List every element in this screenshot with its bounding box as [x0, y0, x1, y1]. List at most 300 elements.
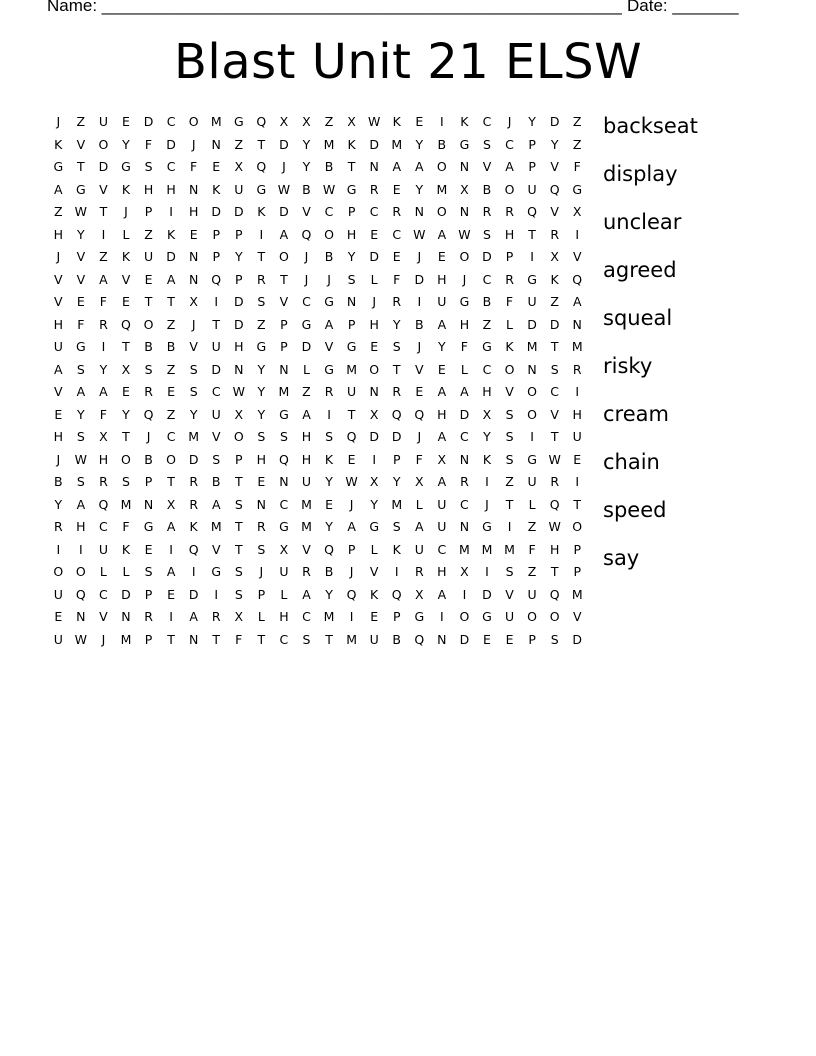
- grid-letter: U: [437, 496, 447, 512]
- grid-letter: K: [505, 339, 514, 354]
- grid-letter: T: [167, 474, 175, 489]
- grid-letter: A: [99, 271, 108, 287]
- grid-letter: H: [256, 451, 267, 467]
- grid-letter: I: [372, 451, 376, 467]
- grid-letter: Q: [98, 496, 109, 512]
- grid-letter: O: [369, 361, 380, 377]
- word-list-item: speed: [603, 498, 667, 522]
- word-list-item: backseat: [603, 114, 698, 138]
- grid-letter: A: [437, 429, 447, 444]
- grid-letter: K: [121, 541, 131, 557]
- grid-letter: L: [122, 226, 130, 242]
- grid-letter: N: [459, 451, 470, 467]
- grid-letter: Q: [188, 541, 199, 557]
- grid-letter: J: [146, 429, 151, 444]
- grid-letter: V: [572, 249, 582, 264]
- grid-letter: V: [54, 294, 63, 309]
- grid-letter: Z: [76, 114, 86, 129]
- grid-letter: R: [550, 474, 559, 489]
- grid-letter: Y: [77, 226, 85, 242]
- grid-letter: M: [301, 519, 312, 534]
- grid-letter: V: [482, 159, 492, 174]
- grid-letter: V: [54, 271, 63, 287]
- grid-letter: Y: [392, 316, 401, 332]
- grid-letter: A: [302, 406, 311, 422]
- grid-letter: H: [53, 429, 63, 444]
- grid-letter: R: [460, 474, 469, 489]
- grid-letter: B: [144, 451, 153, 467]
- grid-letter: J: [485, 496, 489, 512]
- grid-letter: G: [143, 519, 154, 534]
- grid-letter: O: [527, 384, 538, 399]
- grid-letter: C: [302, 294, 311, 309]
- grid-letter: E: [392, 249, 401, 264]
- grid-letter: M: [571, 586, 583, 602]
- grid-letter: C: [482, 361, 492, 377]
- grid-letter: Y: [234, 249, 243, 264]
- grid-letter: I: [507, 519, 512, 534]
- grid-letter: I: [214, 294, 219, 309]
- grid-letter: S: [257, 294, 266, 309]
- grid-letter: S: [505, 451, 514, 467]
- grid-letter: Z: [166, 316, 176, 332]
- grid-letter: U: [53, 586, 63, 602]
- grid-letter: O: [121, 451, 131, 467]
- grid-letter: C: [324, 204, 334, 219]
- grid-letter: P: [573, 541, 581, 557]
- grid-letter: C: [505, 136, 514, 152]
- grid-letter: N: [572, 316, 582, 332]
- grid-letter: V: [302, 541, 311, 557]
- grid-letter: Z: [166, 406, 176, 422]
- grid-letter: B: [166, 339, 176, 354]
- grid-letter: C: [482, 271, 492, 287]
- grid-letter: S: [483, 226, 491, 242]
- grid-letter: E: [54, 609, 63, 624]
- grid-letter: J: [507, 114, 512, 129]
- grid-letter: K: [121, 181, 131, 197]
- grid-letter: T: [392, 361, 401, 377]
- grid-letter: E: [370, 609, 379, 624]
- grid-letter: P: [144, 474, 153, 489]
- grid-letter: C: [392, 226, 402, 242]
- word-search-grid: [47, 111, 589, 651]
- grid-letter: H: [279, 609, 289, 624]
- grid-letter: M: [391, 136, 403, 152]
- grid-letter: Q: [549, 586, 560, 602]
- grid-letter: C: [369, 204, 379, 219]
- grid-letter: B: [211, 474, 221, 489]
- grid-letter: R: [189, 496, 198, 512]
- grid-letter: K: [370, 586, 379, 602]
- grid-letter: Y: [77, 406, 85, 422]
- grid-letter: I: [575, 474, 580, 489]
- grid-letter: C: [437, 541, 447, 557]
- grid-letter: K: [257, 204, 266, 219]
- grid-letter: R: [505, 204, 514, 219]
- grid-letter: M: [346, 361, 357, 377]
- grid-letter: U: [504, 609, 515, 624]
- grid-letter: Q: [391, 586, 402, 602]
- grid-letter: N: [279, 361, 289, 377]
- grid-letter: R: [505, 271, 514, 287]
- grid-letter: Z: [505, 474, 514, 489]
- grid-letter: Z: [257, 316, 266, 332]
- grid-letter: T: [325, 631, 333, 647]
- grid-letter: G: [346, 181, 357, 197]
- grid-letter: P: [528, 159, 536, 174]
- grid-letter: Y: [483, 429, 491, 444]
- grid-letter: N: [188, 631, 199, 647]
- grid-letter: A: [347, 519, 356, 534]
- grid-letter: Q: [256, 159, 267, 174]
- grid-letter: M: [120, 496, 132, 512]
- grid-letter: Q: [414, 406, 425, 422]
- grid-letter: L: [302, 361, 310, 377]
- grid-letter: P: [505, 249, 514, 264]
- grid-letter: A: [324, 316, 334, 332]
- grid-letter: G: [256, 339, 267, 354]
- grid-letter: Z: [527, 564, 537, 579]
- grid-letter: H: [301, 451, 312, 467]
- name-field[interactable]: Name: _______________________________________________________: [47, 0, 622, 15]
- grid-letter: R: [144, 384, 153, 399]
- grid-letter: X: [279, 541, 289, 557]
- grid-letter: A: [279, 226, 289, 242]
- grid-letter: X: [234, 406, 244, 422]
- grid-letter: D: [549, 316, 560, 332]
- grid-letter: V: [189, 339, 198, 354]
- grid-letter: O: [527, 406, 538, 422]
- grid-letter: J: [124, 204, 128, 219]
- grid-letter: O: [166, 451, 177, 467]
- grid-letter: U: [527, 586, 537, 602]
- grid-letter: G: [301, 316, 312, 332]
- grid-letter: D: [527, 316, 537, 332]
- grid-letter: Q: [211, 271, 222, 287]
- grid-letter: P: [280, 316, 288, 332]
- grid-letter: N: [346, 294, 357, 309]
- grid-letter: T: [144, 294, 153, 309]
- grid-letter: V: [76, 249, 86, 264]
- grid-letter: R: [392, 204, 402, 219]
- grid-letter: E: [415, 384, 424, 399]
- grid-letter: D: [572, 631, 583, 647]
- grid-letter: A: [505, 159, 514, 174]
- grid-letter: V: [99, 609, 108, 624]
- grid-letter: I: [101, 339, 106, 354]
- grid-letter: A: [392, 159, 401, 174]
- grid-letter: Y: [370, 496, 378, 512]
- grid-letter: I: [440, 114, 444, 129]
- grid-letter: I: [440, 609, 444, 624]
- grid-letter: H: [76, 519, 86, 534]
- grid-letter: Q: [549, 181, 560, 197]
- grid-letter: E: [437, 361, 446, 377]
- grid-letter: A: [415, 159, 424, 174]
- grid-letter: H: [98, 451, 109, 467]
- grid-letter: P: [235, 271, 243, 287]
- grid-letter: W: [74, 631, 88, 647]
- grid-letter: D: [279, 204, 289, 219]
- grid-letter: X: [460, 181, 469, 197]
- grid-letter: H: [549, 541, 560, 557]
- grid-letter: W: [458, 226, 471, 242]
- grid-letter: S: [234, 496, 243, 512]
- grid-letter: Q: [256, 114, 267, 129]
- grid-letter: R: [144, 609, 153, 624]
- grid-letter: G: [76, 181, 86, 197]
- grid-letter: P: [347, 204, 356, 219]
- grid-letter: O: [188, 114, 199, 129]
- grid-letter: T: [257, 249, 266, 264]
- grid-letter: V: [76, 136, 86, 152]
- grid-letter: C: [166, 114, 176, 129]
- grid-letter: Y: [392, 474, 401, 489]
- grid-letter: D: [369, 429, 379, 444]
- grid-letter: P: [235, 226, 243, 242]
- grid-letter: M: [504, 541, 515, 557]
- grid-letter: G: [233, 114, 244, 129]
- grid-letter: T: [99, 204, 108, 219]
- grid-letter: U: [53, 631, 63, 647]
- grid-letter: E: [122, 294, 130, 309]
- grid-letter: B: [392, 631, 401, 647]
- grid-letter: T: [573, 496, 582, 512]
- grid-letter: R: [53, 519, 63, 534]
- grid-letter: V: [505, 586, 514, 602]
- grid-letter: O: [233, 429, 244, 444]
- grid-letter: A: [437, 474, 447, 489]
- grid-letter: R: [550, 226, 559, 242]
- grid-letter: M: [346, 631, 357, 647]
- grid-letter: W: [74, 451, 88, 467]
- grid-letter: M: [188, 429, 200, 444]
- grid-letter: X: [550, 249, 559, 264]
- grid-letter: L: [99, 564, 107, 579]
- grid-letter: L: [506, 316, 514, 332]
- grid-letter: W: [74, 204, 88, 219]
- grid-letter: G: [121, 159, 131, 174]
- grid-letter: H: [437, 564, 447, 579]
- grid-letter: U: [527, 181, 537, 197]
- grid-letter: C: [166, 159, 176, 174]
- grid-letter: Q: [549, 496, 560, 512]
- grid-letter: F: [505, 294, 514, 309]
- grid-letter: E: [144, 541, 153, 557]
- word-list-item: squeal: [603, 306, 673, 330]
- grid-letter: V: [550, 406, 559, 422]
- grid-letter: Q: [121, 316, 131, 332]
- grid-letter: C: [279, 496, 289, 512]
- grid-letter: A: [166, 519, 176, 534]
- grid-letter: A: [211, 496, 221, 512]
- grid-letter: T: [550, 564, 559, 579]
- grid-letter: X: [460, 564, 469, 579]
- grid-letter: H: [369, 316, 379, 332]
- grid-letter: X: [234, 159, 244, 174]
- grid-letter: I: [394, 564, 399, 579]
- grid-letter: U: [572, 429, 582, 444]
- grid-letter: D: [369, 249, 379, 264]
- grid-letter: T: [167, 294, 175, 309]
- date-field[interactable]: Date: _______: [627, 0, 739, 15]
- grid-letter: I: [485, 564, 489, 579]
- grid-letter: C: [279, 631, 289, 647]
- grid-letter: O: [98, 136, 109, 152]
- word-list: [603, 112, 698, 592]
- grid-letter: K: [166, 226, 176, 242]
- word-list-item: cream: [603, 402, 669, 426]
- grid-letter: F: [573, 159, 581, 174]
- grid-letter: U: [98, 541, 108, 557]
- grid-letter: V: [550, 204, 559, 219]
- word-list-item: agreed: [603, 258, 677, 282]
- grid-letter: O: [459, 249, 470, 264]
- grid-letter: K: [550, 271, 559, 287]
- grid-letter: E: [573, 451, 582, 467]
- grid-letter: H: [459, 316, 470, 332]
- grid-letter: O: [436, 159, 447, 174]
- grid-letter: K: [121, 249, 131, 264]
- grid-letter: S: [144, 564, 153, 579]
- grid-letter: Y: [189, 406, 198, 422]
- grid-letter: N: [211, 136, 221, 152]
- grid-letter: G: [414, 609, 425, 624]
- grid-letter: X: [121, 361, 131, 377]
- grid-letter: O: [504, 181, 515, 197]
- grid-letter: O: [75, 564, 86, 579]
- grid-letter: C: [460, 429, 469, 444]
- grid-letter: D: [459, 406, 470, 422]
- grid-letter: T: [212, 316, 221, 332]
- grid-letter: R: [392, 294, 402, 309]
- grid-letter: R: [257, 271, 266, 287]
- grid-letter: D: [188, 586, 199, 602]
- grid-letter: M: [571, 339, 583, 354]
- grid-letter: S: [483, 136, 491, 152]
- grid-letter: Y: [347, 249, 356, 264]
- grid-letter: T: [347, 159, 356, 174]
- grid-letter: H: [504, 226, 515, 242]
- grid-letter: P: [144, 586, 153, 602]
- grid-letter: O: [459, 609, 470, 624]
- grid-letter: N: [121, 609, 131, 624]
- grid-letter: Y: [302, 136, 311, 152]
- grid-letter: Q: [278, 451, 289, 467]
- grid-letter: Z: [234, 136, 244, 152]
- grid-letter: Y: [257, 406, 266, 422]
- grid-letter: E: [122, 114, 130, 129]
- grid-letter: Y: [122, 136, 130, 152]
- grid-letter: V: [99, 181, 108, 197]
- grid-letter: U: [53, 339, 63, 354]
- grid-letter: P: [573, 564, 581, 579]
- grid-letter: V: [324, 339, 334, 354]
- grid-letter: R: [99, 316, 108, 332]
- grid-letter: Q: [324, 541, 334, 557]
- grid-letter: G: [279, 406, 289, 422]
- grid-letter: I: [79, 541, 83, 557]
- grid-letter: S: [392, 519, 401, 534]
- grid-letter: E: [483, 631, 491, 647]
- grid-letter: O: [436, 204, 447, 219]
- grid-letter: F: [99, 294, 107, 309]
- grid-letter: J: [417, 339, 422, 354]
- grid-letter: C: [99, 519, 108, 534]
- grid-letter: D: [211, 204, 222, 219]
- grid-letter: H: [188, 204, 199, 219]
- grid-letter: W: [548, 519, 561, 534]
- grid-letter: Y: [257, 384, 266, 399]
- word-list-item: say: [603, 546, 640, 570]
- grid-letter: S: [302, 631, 311, 647]
- grid-letter: L: [415, 496, 423, 512]
- grid-letter: O: [278, 249, 289, 264]
- word-list-item: chain: [603, 450, 660, 474]
- grid-letter: F: [122, 519, 130, 534]
- grid-letter: A: [76, 496, 86, 512]
- grid-letter: D: [279, 136, 289, 152]
- grid-letter: H: [437, 406, 447, 422]
- grid-letter: R: [302, 564, 311, 579]
- grid-letter: Y: [257, 361, 266, 377]
- grid-letter: E: [189, 226, 198, 242]
- grid-letter: S: [189, 384, 198, 399]
- grid-letter: T: [234, 541, 243, 557]
- grid-letter: E: [347, 451, 356, 467]
- grid-letter: K: [482, 451, 492, 467]
- grid-letter: O: [324, 226, 334, 242]
- grid-letter: I: [169, 609, 173, 624]
- grid-letter: S: [325, 429, 333, 444]
- grid-letter: E: [167, 384, 176, 399]
- grid-letter: I: [214, 586, 219, 602]
- grid-letter: Q: [346, 429, 357, 444]
- grid-letter: S: [234, 564, 243, 579]
- grid-letter: A: [572, 294, 582, 309]
- grid-letter: H: [346, 226, 357, 242]
- grid-letter: A: [437, 384, 447, 399]
- grid-letter: U: [414, 541, 424, 557]
- grid-letter: Z: [99, 249, 108, 264]
- grid-letter: K: [392, 114, 401, 129]
- grid-letter: X: [166, 496, 176, 512]
- grid-letter: T: [234, 474, 243, 489]
- grid-letter: G: [527, 271, 537, 287]
- grid-letter: A: [54, 361, 63, 377]
- grid-letter: X: [369, 474, 379, 489]
- grid-letter: S: [257, 541, 266, 557]
- grid-letter: E: [437, 249, 446, 264]
- grid-letter: F: [144, 136, 153, 152]
- grid-letter: E: [370, 339, 379, 354]
- grid-letter: S: [234, 586, 243, 602]
- grid-letter: T: [550, 429, 559, 444]
- grid-letter: J: [304, 249, 309, 264]
- grid-letter: B: [482, 294, 492, 309]
- grid-letter: E: [122, 384, 130, 399]
- grid-letter: Y: [325, 519, 333, 534]
- grid-letter: Y: [415, 181, 424, 197]
- grid-letter: G: [527, 451, 537, 467]
- grid-letter: I: [169, 204, 173, 219]
- grid-letter: N: [459, 204, 470, 219]
- grid-letter: N: [414, 204, 424, 219]
- grid-letter: Q: [143, 406, 154, 422]
- grid-letter: Z: [53, 204, 63, 219]
- grid-letter: D: [233, 204, 244, 219]
